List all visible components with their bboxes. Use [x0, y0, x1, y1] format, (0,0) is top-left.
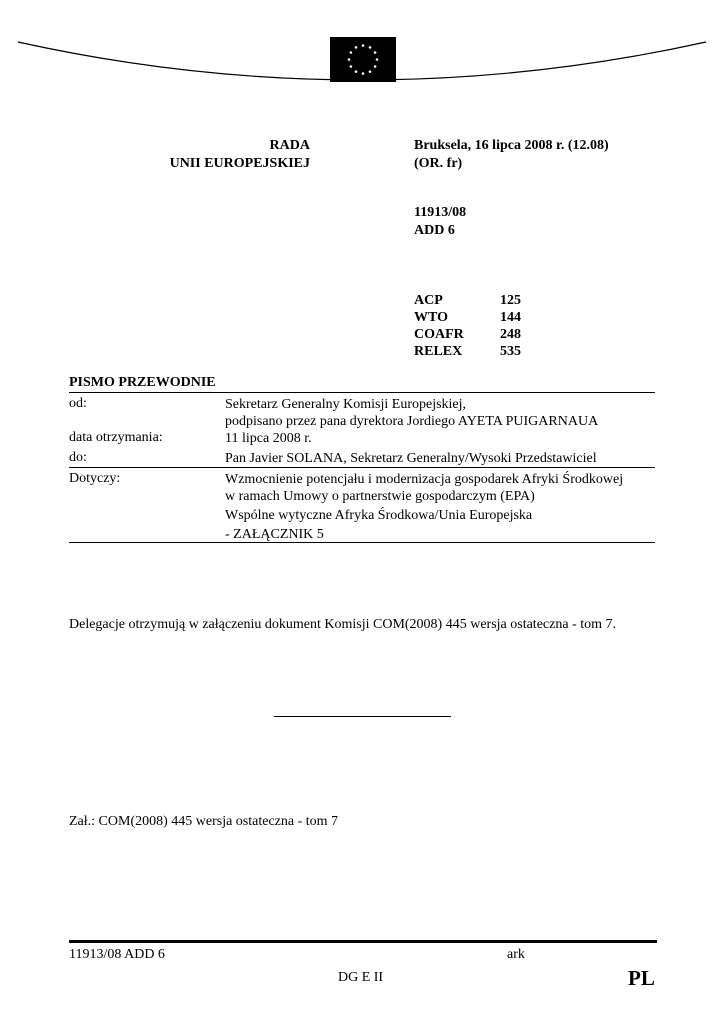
from-line: podpisano przez pana dyrektora Jordiego AYETA PUIGARNAUA — [225, 414, 599, 429]
subject-row — [69, 471, 655, 543]
code-label: WTO — [414, 310, 448, 325]
classification-codes — [414, 293, 534, 365]
code-number: 248 — [500, 327, 521, 342]
council-name-line1: RADA — [269, 138, 310, 153]
star-icon — [348, 58, 351, 61]
from-label: od: — [69, 396, 87, 411]
footer-initials: ark — [507, 947, 525, 962]
subject-line: w ramach Umowy o partnerstwie gospodarczym (EPA) — [225, 489, 535, 504]
footer-rule — [69, 940, 657, 943]
council-name — [100, 137, 310, 173]
original-language: (OR. fr) — [414, 156, 463, 171]
star-icon — [355, 70, 358, 73]
footer-language: PL — [628, 966, 655, 990]
star-icon — [374, 51, 377, 54]
from-row — [69, 396, 655, 430]
subject-line: Wzmocnienie potencjału i modernizacja gospodarek Afryki Środkowej — [225, 472, 624, 487]
star-icon — [350, 51, 353, 54]
received-row — [69, 430, 655, 448]
code-number: 144 — [500, 310, 521, 325]
divider — [69, 542, 655, 543]
to-label: do: — [69, 450, 87, 465]
code-label: COAFR — [414, 327, 464, 342]
from-line: Sekretarz Generalny Komisji Europejskiej, — [225, 397, 467, 412]
divider — [69, 467, 655, 468]
place-date: Bruksela, 16 lipca 2008 r. (12.08) — [414, 138, 609, 153]
code-label: ACP — [414, 293, 443, 308]
document-number: 11913/08 — [414, 205, 467, 220]
code-number: 535 — [500, 344, 521, 359]
subject-value — [225, 471, 655, 543]
from-value — [225, 396, 655, 430]
code-number: 125 — [500, 293, 521, 308]
council-name-line2: UNII EUROPEJSKIEJ — [169, 156, 310, 171]
addendum-number: ADD 6 — [414, 223, 455, 238]
star-icon — [350, 65, 353, 68]
star-icon — [374, 65, 377, 68]
memo-title: PISMO PRZEWODNIE — [69, 375, 216, 390]
star-icon — [369, 70, 372, 73]
received-value: 11 lipca 2008 r. — [225, 431, 312, 446]
to-row — [69, 450, 655, 468]
subject-line: Wspólne wytyczne Afryka Środkowa/Unia Europejska — [225, 508, 533, 523]
star-icon — [362, 44, 365, 47]
place-date-block — [414, 137, 609, 173]
star-icon — [376, 58, 379, 61]
delegations-paragraph: Delegacje otrzymują w załączeniu dokument Komisji COM(2008) 445 wersja ostateczna - tom 7. — [69, 617, 616, 632]
separator-line — [274, 716, 451, 717]
divider — [69, 392, 655, 393]
star-icon — [369, 46, 372, 49]
document-id-block — [414, 204, 466, 240]
code-label: RELEX — [414, 344, 463, 359]
footer-department: DG E II — [338, 970, 384, 985]
subject-line: - ZAŁĄCZNIK 5 — [225, 527, 324, 542]
enclosure-note: Zał.: COM(2008) 445 wersja ostateczna - tom 7 — [69, 814, 339, 829]
received-label: data otrzymania: — [69, 430, 163, 445]
eu-flag-icon — [330, 37, 396, 82]
subject-label: Dotyczy: — [69, 471, 121, 486]
footer-doc-ref: 11913/08 ADD 6 — [69, 947, 165, 962]
star-icon — [355, 46, 358, 49]
star-icon — [362, 72, 365, 75]
to-value: Pan Javier SOLANA, Sekretarz Generalny/Wysoki Przedstawiciel — [225, 451, 597, 466]
